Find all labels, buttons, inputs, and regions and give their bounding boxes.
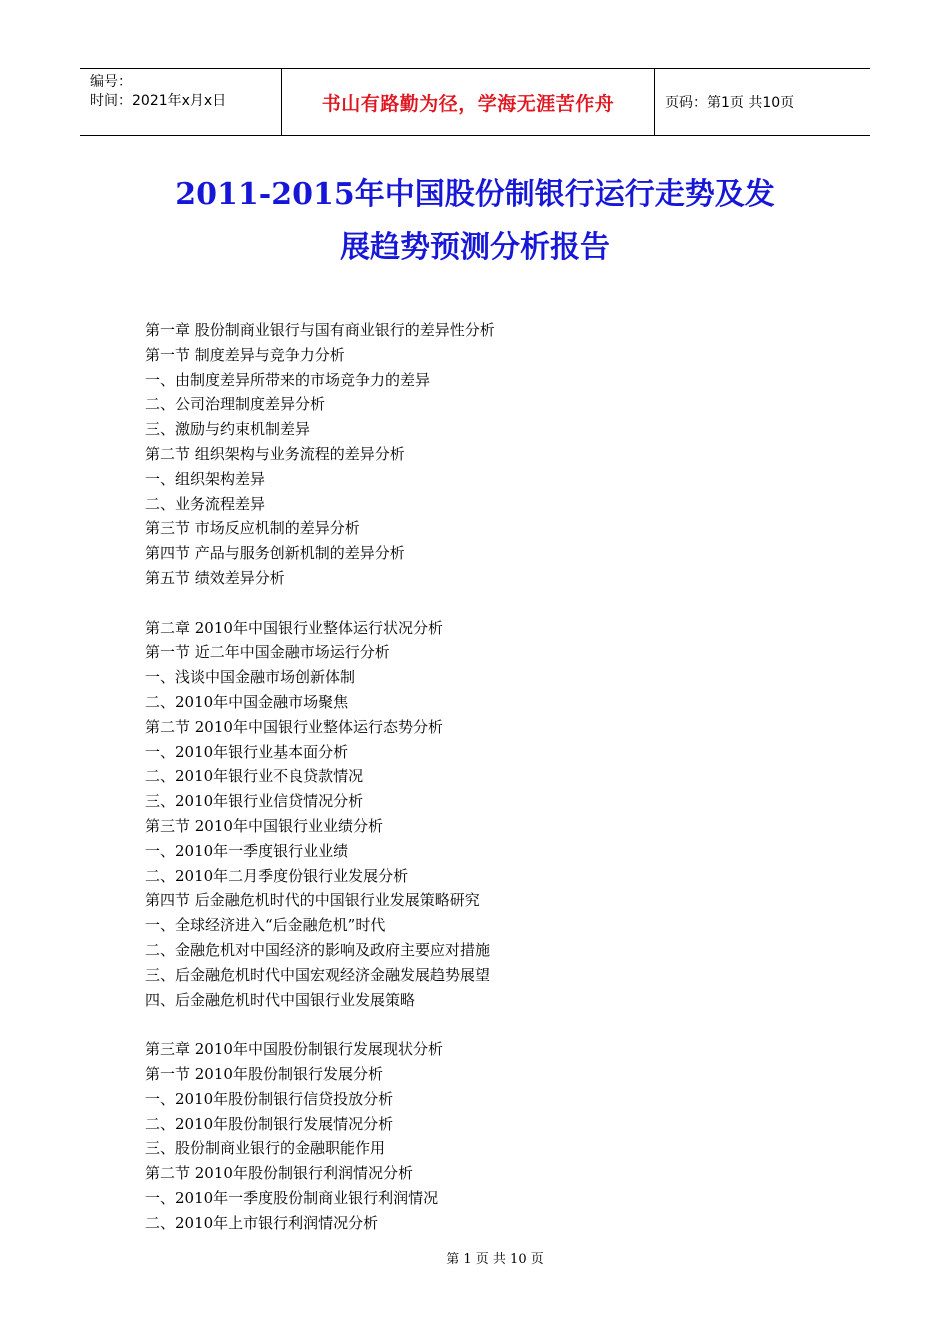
page-footer: 第 1 页 共 10 页 [446,1252,544,1267]
toc-line: 二、2010年上市银行利润情况分析 [145,1213,379,1232]
header-time-label: 时间：2021年x月x日 [90,93,227,109]
header-meta-cell [80,69,282,135]
toc-line: 第二节 组织架构与业务流程的差异分析 [145,444,405,463]
document-header [80,68,870,136]
document-title-line-1: 2011-2015年中国股份制银行运行走势及发 [175,177,775,212]
toc-line: 第三章 2010年中国股份制银行发展现状分析 [145,1040,443,1059]
toc-spacer [145,1012,865,1037]
toc-line: 三、2010年银行业信贷情况分析 [145,792,364,811]
toc-line: 一、由制度差异所带来的市场竞争力的差异 [145,370,431,389]
document-title-line-2: 展趋势预测分析报告 [340,230,610,265]
toc-line: 二、业务流程差异 [145,494,266,513]
toc-line: 第四节 后金融危机时代的中国银行业发展策略研究 [145,891,480,910]
toc-line: 第二节 2010年中国银行业整体运行态势分析 [145,717,443,736]
toc-line: 一、2010年一季度股份制商业银行利润情况 [145,1188,439,1207]
header-page-info: 页码：第1页 共10页 [665,95,795,111]
toc-line: 一、全球经济进入“后金融危机”时代 [145,916,386,935]
toc-line: 三、股份制商业银行的金融职能作用 [145,1139,386,1158]
toc-line: 第一节 2010年股份制银行发展分析 [145,1064,383,1083]
toc-line: 二、2010年银行业不良贷款情况 [145,767,364,786]
table-of-contents [145,318,865,1235]
toc-line: 二、2010年二月季度份银行业发展分析 [145,866,409,885]
document-title [0,168,950,274]
toc-line: 二、公司治理制度差异分析 [145,395,326,414]
toc-line: 二、2010年股份制银行发展情况分析 [145,1114,394,1133]
toc-line: 第五节 绩效差异分析 [145,568,285,587]
header-motto: 书山有路勤为径，学海无涯苦作舟 [282,69,655,135]
toc-line: 二、金融危机对中国经济的影响及政府主要应对措施 [145,940,491,959]
toc-line: 一、2010年银行业基本面分析 [145,742,349,761]
toc-line: 第三节 2010年中国银行业业绩分析 [145,816,383,835]
toc-line: 第一节 制度差异与竞争力分析 [145,345,345,364]
toc-line: 第三节 市场反应机制的差异分析 [145,519,360,538]
toc-line: 一、浅谈中国金融市场创新体制 [145,668,356,687]
toc-line: 第四节 产品与服务创新机制的差异分析 [145,544,405,563]
toc-line: 第一章 股份制商业银行与国有商业银行的差异性分析 [145,321,495,339]
toc-line: 一、2010年股份制银行信贷投放分析 [145,1089,394,1108]
toc-line: 第二节 2010年股份制银行利润情况分析 [145,1164,413,1183]
toc-line: 第二章 2010年中国银行业整体运行状况分析 [145,618,443,637]
toc-line: 三、后金融危机时代中国宏观经济金融发展趋势展望 [145,965,491,984]
toc-line: 一、组织架构差异 [145,469,266,488]
header-number-label: 编号： [90,74,132,90]
toc-line: 二、2010年中国金融市场聚焦 [145,692,349,711]
toc-line: 三、激励与约束机制差异 [145,420,311,439]
toc-spacer [145,591,865,616]
toc-line: 四、后金融危机时代中国银行业发展策略 [145,990,416,1009]
toc-line: 一、2010年一季度银行业业绩 [145,841,349,860]
toc-line: 第一节 近二年中国金融市场运行分析 [145,643,390,662]
